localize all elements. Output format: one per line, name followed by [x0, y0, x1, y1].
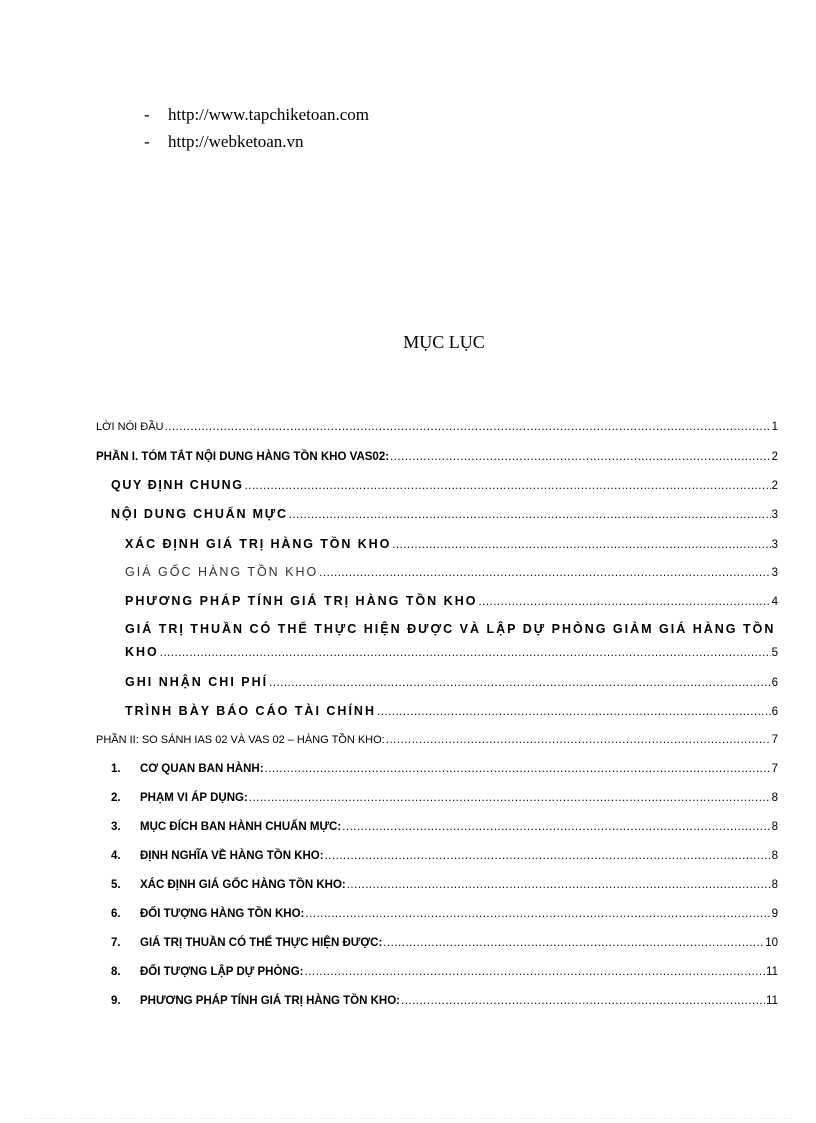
toc-entry-number: 3.: [111, 821, 121, 833]
toc-entry-page: 11: [766, 995, 778, 1007]
list-dash: -: [144, 105, 150, 124]
toc-entry-page: 2: [771, 480, 778, 492]
toc-entry-label: PHẠM VI ÁP DỤNG:: [140, 792, 248, 804]
toc-entry[interactable]: [125, 565, 778, 579]
toc-entry-label[interactable]: GIÁ TRỊ THUẦN CÓ THỂ THỰC HIỆN ĐƯỢC VÀ LẬP DỰ PHÒNG GIẢM GIÁ HÀNG TỒN: [125, 622, 776, 636]
toc-entry-number: 8.: [111, 966, 121, 978]
toc-entry[interactable]: [111, 879, 778, 891]
toc-entry-page: 8: [771, 821, 778, 833]
toc-entry-page: 2: [771, 451, 778, 463]
toc-leader: [289, 509, 771, 521]
reference-link-item: [144, 130, 369, 157]
toc-entry[interactable]: [96, 421, 778, 433]
toc-entry-number: 5.: [111, 879, 121, 891]
toc-entry-label: GIÁ TRỊ THUẦN CÓ THỂ THỰC HIỆN ĐƯỢC:: [140, 937, 383, 949]
toc-entry-page: 8: [771, 879, 778, 891]
toc-entry-number: 2.: [111, 792, 121, 804]
toc-entry-page: 5: [771, 647, 778, 659]
toc-entry-label: CƠ QUAN BAN HÀNH:: [140, 763, 264, 775]
toc-entry-label: ĐỐI TƯỢNG LẬP DỰ PHÒNG:: [140, 966, 304, 978]
toc-entry[interactable]: [111, 792, 778, 804]
page-title: MỤC LỤC: [403, 332, 485, 352]
toc-entry[interactable]: [111, 966, 778, 978]
toc-entry[interactable]: [125, 594, 778, 608]
toc-leader: [325, 850, 771, 862]
reference-links: [144, 103, 369, 157]
toc-leader: [347, 879, 771, 891]
toc-entry-label: PHẦN I. TÓM TẮT NỘI DUNG HÀNG TỒN KHO VAS02:: [96, 451, 390, 463]
toc-entry-label: TRÌNH BÀY BÁO CÁO TÀI CHÍNH: [125, 704, 376, 718]
toc-entry-page: 7: [771, 734, 778, 746]
toc-leader: [392, 539, 770, 551]
toc-entry-number: 9.: [111, 995, 121, 1007]
toc-leader: [305, 966, 766, 978]
toc-entry-page: 11: [766, 966, 778, 978]
toc-entry-label: NỘI DUNG CHUẨN MỰC: [111, 507, 288, 521]
page-bottom-divider: [24, 1118, 792, 1119]
toc-leader: [390, 451, 771, 463]
toc-entry-number: 4.: [111, 850, 121, 862]
toc-entry[interactable]: [111, 850, 778, 862]
toc-entry-label: MỤC ĐÍCH BAN HÀNH CHUẨN MỰC:: [140, 821, 342, 833]
toc-entry-label: PHẦN II: SO SÁNH IAS 02 VÀ VAS 02 – HÀNG TỒN KHO:: [96, 734, 385, 746]
toc-leader: [401, 995, 765, 1007]
toc-entry-page: 3: [771, 509, 778, 521]
toc-entry[interactable]: [125, 537, 778, 551]
toc-entry-number: 1.: [111, 763, 121, 775]
toc-leader: [478, 596, 770, 608]
toc-leader: [249, 792, 771, 804]
toc-entry[interactable]: [125, 675, 778, 689]
reference-link[interactable]: http://webketoan.vn: [168, 132, 304, 151]
toc-entry-label: LỜI NÓI ĐẦU: [96, 421, 164, 433]
reference-link[interactable]: http://www.tapchiketoan.com: [168, 105, 369, 124]
toc-leader: [383, 937, 764, 949]
toc-entry[interactable]: [111, 908, 778, 920]
toc-entry-number: 6.: [111, 908, 121, 920]
toc-entry[interactable]: [111, 763, 778, 775]
toc-leader: [342, 821, 770, 833]
toc-entry-label: GHI NHẬN CHI PHÍ: [125, 675, 269, 689]
toc-entry-label-continued: KHO: [125, 645, 159, 659]
toc-entry[interactable]: [111, 821, 778, 833]
toc-leader: [319, 567, 770, 579]
toc-leader: [165, 421, 771, 433]
toc-entry-label: XÁC ĐỊNH GIÁ GỐC HÀNG TỒN KHO:: [140, 879, 346, 891]
toc-entry[interactable]: [111, 507, 778, 521]
toc-entry[interactable]: [96, 734, 778, 746]
toc-entry-label: QUY ĐỊNH CHUNG: [111, 478, 244, 492]
reference-link-item: [144, 103, 369, 130]
toc-leader: [160, 647, 771, 659]
toc-entry-page: 7: [771, 763, 778, 775]
list-dash: -: [144, 132, 150, 151]
toc-entry-page: 8: [771, 850, 778, 862]
toc-entry-page: 3: [771, 539, 778, 551]
toc-leader: [377, 706, 771, 718]
toc-entry-label: PHƯƠNG PHÁP TÍNH GIÁ TRỊ HÀNG TỒN KHO: [125, 594, 478, 608]
toc-entry-number: 7.: [111, 937, 121, 949]
toc-entry[interactable]: [111, 937, 778, 949]
toc-entry-label: XÁC ĐỊNH GIÁ TRỊ HÀNG TỒN KHO: [125, 537, 392, 551]
toc-entry[interactable]: [125, 704, 778, 718]
toc-entry-page: 9: [771, 908, 778, 920]
toc-leader: [269, 677, 770, 689]
toc-entry[interactable]: [125, 645, 778, 659]
toc-leader: [265, 763, 771, 775]
toc-entry-page: 4: [771, 596, 778, 608]
toc-entry-page: 8: [771, 792, 778, 804]
toc-entry-page: 10: [765, 937, 778, 949]
toc-entry[interactable]: [96, 451, 778, 463]
toc-entry-wrapped-line: [125, 622, 778, 636]
toc-leader: [305, 908, 770, 920]
toc-entry[interactable]: [111, 995, 778, 1007]
toc-entry-page: 3: [771, 567, 778, 579]
toc-entry[interactable]: [111, 478, 778, 492]
toc-entry-page: 6: [771, 706, 778, 718]
toc-entry-page: 1: [771, 421, 778, 433]
toc-entry-page: 6: [771, 677, 778, 689]
toc-entry-label: ĐỊNH NGHĨA VỀ HÀNG TỒN KHO:: [140, 850, 324, 862]
toc-entry-label: GIÁ GỐC HÀNG TỒN KHO: [125, 565, 319, 579]
toc-entry-label: ĐỐI TƯỢNG HÀNG TỒN KHO:: [140, 908, 305, 920]
toc-entry-label: PHƯƠNG PHÁP TÍNH GIÁ TRỊ HÀNG TỒN KHO:: [140, 995, 401, 1007]
toc-leader: [386, 734, 771, 746]
toc-leader: [245, 480, 771, 492]
